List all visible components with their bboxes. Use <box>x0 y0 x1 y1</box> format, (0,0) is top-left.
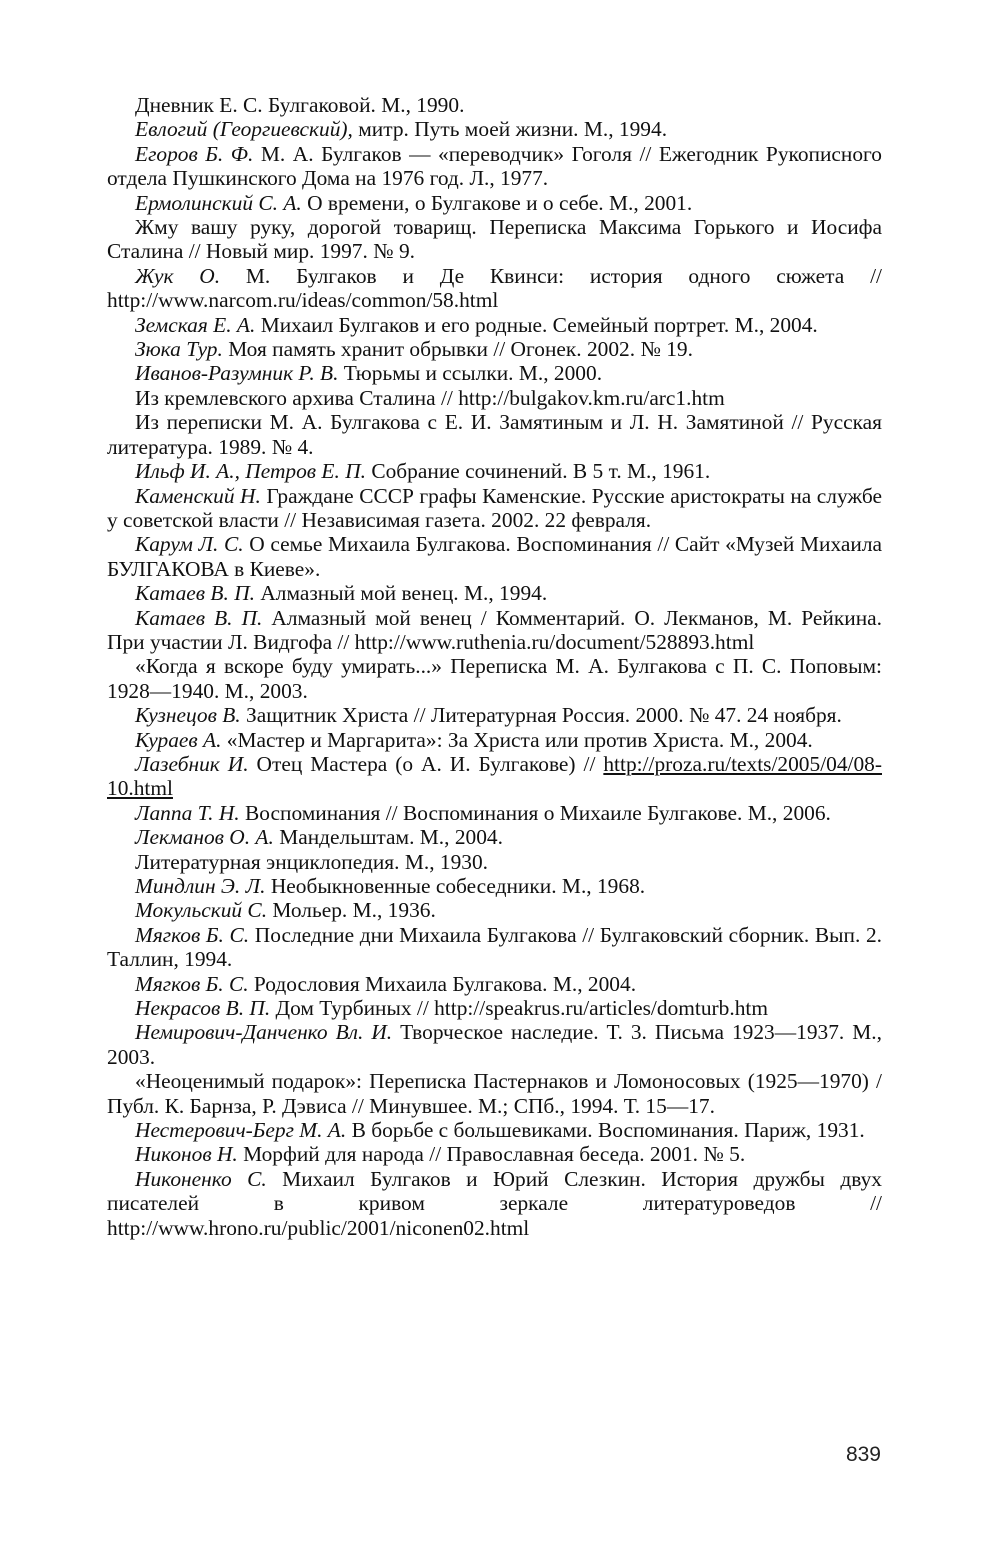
entry-author: Катаев В. П. <box>135 605 263 630</box>
bibliography-entry: Мягков Б. С. Родословия Михаила Булгакова. М., 2004. <box>135 971 637 996</box>
bibliography-entry: Лазебник И. Отец Мастера (о А. И. Булгакове) // http://proza.ru/texts/2005/04/08-10.html <box>107 751 882 801</box>
bibliography-entry: Дневник Е. С. Булгаковой. М., 1990. <box>135 93 465 117</box>
bibliography-entry: Литературная энциклопедия. М., 1930. <box>135 849 489 874</box>
bibliography-entry: Зюка Тур. Моя память хранит обрывки // Огонек. 2002. № 19. <box>135 337 693 362</box>
bibliography-entry: Кузнецов В. Защитник Христа // Литературная Россия. 2000. № 47. 24 ноября. <box>135 703 842 728</box>
bibliography-entry: Ермолинский С. А. О времени, о Булгакове и о себе. М., 2001. <box>135 190 693 215</box>
bibliography-entry: Миндлин Э. Л. Необыкновенные собеседники. М., 1968. <box>135 874 646 898</box>
entry-author: Земская Е. А. <box>135 312 256 337</box>
entry-author: Некрасов В. П. <box>135 996 271 1021</box>
entry-author: Никонов Н. <box>135 1142 238 1167</box>
entry-author: Лекманов О. А. <box>135 825 274 850</box>
bibliography-entry: Катаев В. П. Алмазный мой венец / Комментарий. О. Лекманов, М. Рейкина. При участии Л. Видгофа // http://www.ruthenia.ru/document/528893.html <box>107 605 882 654</box>
entry-author: Иванов-Разумник Р. В. <box>135 361 339 386</box>
bibliography-entry: Каменский Н. Граждане СССР графы Каменские. Русские аристократы на службе у советской власти // Независимая газета. 2002. 22 февраля. <box>107 483 882 532</box>
bibliography-entry: Из переписки М. А. Булгакова с Е. И. Замятиным и Л. Н. Замятиной // Русская литература. 1989. № 4. <box>107 410 882 459</box>
bibliography-entry: Немирович-Данченко Вл. И. Творческое наследие. Т. 3. Письма 1923—1937. М., 2003. <box>107 1020 882 1069</box>
bibliography-entry: Жму вашу руку, дорогой товарищ. Переписка Максима Горького и Иосифа Сталина // Новый мир. 1997. № 9. <box>107 215 882 264</box>
entry-author: Миндлин Э. Л. <box>135 874 266 898</box>
bibliography-entry: Ильф И. А., Петров Е. П. Собрание сочинений. В 5 т. М., 1961. <box>135 459 711 484</box>
bibliography-entry: Никоненко С. Михаил Булгаков и Юрий Слезкин. История дружбы двух писателей в кривом зеркале литературоведов // http://www.hrono.ru/public/2001/niconen02.html <box>107 1166 882 1240</box>
bibliography-entry: Земская Е. А. Михаил Булгаков и его родные. Семейный портрет. М., 2004. <box>135 312 818 337</box>
entry-author: Мокульский С. <box>135 898 268 923</box>
bibliography-entry: Некрасов В. П. Дом Турбиных // http://speakrus.ru/articles/domturb.htm <box>135 996 768 1021</box>
entry-author: Катаев В. П. <box>135 581 255 606</box>
entry-author: Кузнецов В. <box>135 703 241 728</box>
bibliography-entry: Карум Л. С. О семье Михаила Булгакова. Воспоминания // Сайт «Музей Михаила БУЛГАКОВА в Киеве». <box>107 532 882 581</box>
entry-author: Лазебник И. <box>135 751 249 776</box>
entry-author: Мягков Б. С. <box>135 922 250 947</box>
entry-author: Евлогий (Георгиевский), <box>135 117 353 142</box>
bibliography-entry: Катаев В. П. Алмазный мой венец. М., 1994. <box>135 581 548 606</box>
entry-author: Немирович-Данченко Вл. И. <box>135 1020 393 1045</box>
bibliography-entry: Егоров Б. Ф. М. А. Булгаков — «переводчик» Гоголя // Ежегодник Рукописного отдела Пушкинского Дома на 1976 год. Л., 1977. <box>107 141 882 191</box>
entry-author: Мягков Б. С. <box>135 971 249 996</box>
entry-author: Ермолинский С. А. <box>135 190 302 215</box>
entry-link[interactable]: http://proza.ru/texts/2005/04/08-10.html <box>107 751 882 801</box>
bibliography-entry: «Неоценимый подарок»: Переписка Пастернаков и Ломоносовых (1925—1970) / Публ. К. Барнза, Р. Дэвиса // Минувшее. М.; СПб., 1994. Т. 15—17. <box>107 1069 882 1118</box>
bibliography-list <box>107 93 882 1240</box>
entry-author: Зюка Тур. <box>135 337 223 362</box>
bibliography-entry: Лекманов О. А. Мандельштам. М., 2004. <box>135 825 503 850</box>
bibliography-entry: Кураев А. «Мастер и Маргарита»: За Христа или против Христа. М., 2004. <box>135 727 813 752</box>
entry-author: Егоров Б. Ф. <box>135 141 254 166</box>
entry-author: Карум Л. С. <box>135 532 244 557</box>
bibliography-entry: Нестерович-Берг М. А. В борьбе с большевиками. Воспоминания. Париж, 1931. <box>135 1118 865 1143</box>
bibliography-entry: Из кремлевского архива Сталина // http://bulgakov.km.ru/arc1.htm <box>135 385 725 410</box>
bibliography-entry: Никонов Н. Морфий для народа // Православная беседа. 2001. № 5. <box>135 1142 746 1167</box>
entry-author: Жук О. <box>135 263 221 288</box>
entry-author: Каменский Н. <box>135 483 261 508</box>
bibliography-entry: Мягков Б. С. Последние дни Михаила Булгакова // Булгаковский сборник. Вып. 2. Таллин, 1994. <box>107 922 882 972</box>
entry-author: Никоненко С. <box>135 1166 267 1191</box>
bibliography-entry: «Когда я вскоре буду умирать...» Переписка М. А. Булгакова с П. С. Поповым: 1928—1940. М., 2003. <box>107 654 882 703</box>
entry-author: Лаппа Т. Н. <box>135 800 240 825</box>
bibliography-entry: Иванов-Разумник Р. В. Тюрьмы и ссылки. М., 2000. <box>135 361 603 386</box>
entry-author: Нестерович-Берг М. А. <box>135 1118 347 1143</box>
bibliography-entry: Мокульский С. Мольер. М., 1936. <box>135 898 436 923</box>
bibliography-entry: Евлогий (Георгиевский), митр. Путь моей жизни. М., 1994. <box>135 117 668 142</box>
page-number: 839 <box>845 1443 881 1466</box>
entry-author: Кураев А. <box>135 727 222 752</box>
bibliography-entry: Лаппа Т. Н. Воспоминания // Воспоминания о Михаиле Булгакове. М., 2006. <box>135 800 831 825</box>
entry-author: Ильф И. А., Петров Е. П. <box>135 459 366 484</box>
bibliography-entry: Жук О. М. Булгаков и Де Квинси: история одного сюжета // http://www.narcom.ru/ideas/common/58.html <box>107 263 882 313</box>
